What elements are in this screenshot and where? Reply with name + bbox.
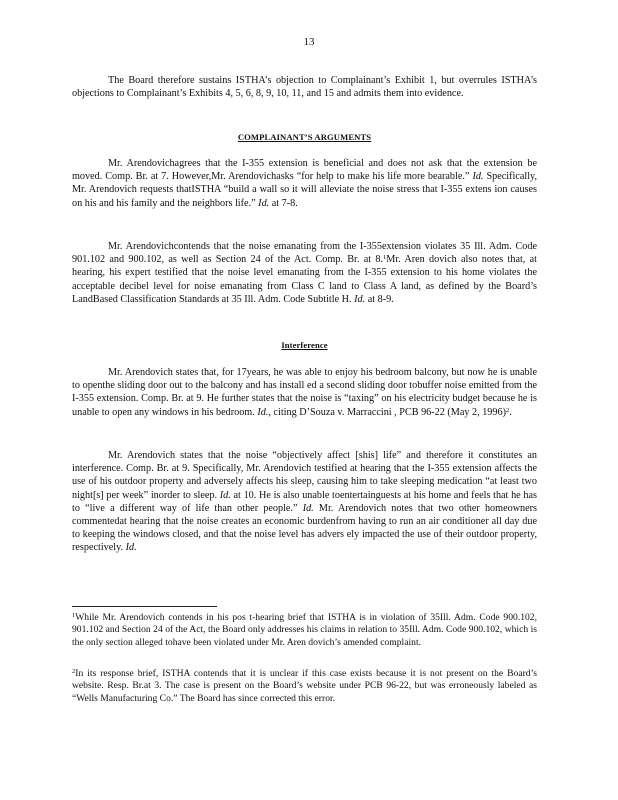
footnote-ref-1: 1 <box>382 254 387 262</box>
paragraph-text: at 10. He is also unable toentertainguests at his home and feels that he has to “live a different way of life than other people.” <box>72 489 537 514</box>
paragraph-text: The Board therefore sustains ISTHA’s objection to Complainant’s Exhibit 1, but overrules ISTHA’s objections to Complainant’s Exhibits 4, 5, 6, 8, 9, 10, 11, and 15 and admits them into evidence. <box>72 75 537 100</box>
paragraph-text: Mr. Arendovich states that the noise “objectively affect [shis] life” and therefore it constitutes an interference. Comp. Br. at 9. Specifically, Mr. Arendovich testified at hearing that the I-355 extension affects the use of his outdoor property and adversely affects his sleep, causing him to take sleeping medication “at least two night[s] per week” inorder to sleep. <box>72 450 537 501</box>
citation-id: Id. <box>219 489 231 501</box>
citation-id: Id. <box>302 502 314 514</box>
section-heading-complainants-arguments: COMPLAINANT’S ARGUMENTS <box>237 132 372 142</box>
paragraph-text: Specifically, Mr. Arendovich requests thatISTHA “build a wall so it will alleviate the noise stress that I-355 extens ion causes on his and his family and the neighbors life.” <box>72 171 538 209</box>
paragraph-text: Mr. Arendovichcontends that the noise emanating from the I-355extension violates 35 Ill. Adm. Code 901.102 and 900.102, as well as Section 24 of the Act. Comp. Br. at 8. <box>72 241 537 266</box>
paragraph-noise-violation <box>72 240 537 306</box>
paragraph-text: Mr. Aren dovich also notes that, at hearing, his expert testified that the noise level emanating from the I-355 extension to his home violates the acceptable decibel level for noise emanating from Class C land to Class A land, as defined by the Board’s LandBased Classification Standards at 35 Ill. Adm. Code Subtitle H. <box>72 254 537 305</box>
footnote-divider <box>72 606 217 607</box>
paragraph-balcony: Mr. Arendovich states that, for 17years, he was able to enjoy his bedroom balcony, but now he is unable to openthe sliding door out to the balcony and has install ed a second sliding door tobuffer noise emitted from the I-355 extension. Comp. Br. at 9. He further states that the noise is “taxing” on his electricity budget because he is unable to open any windows in his bedroom. Id., citing D’Souza v. Marraccini , PCB 96-22 (May 2, 1996)$^2$. <box>72 367 537 418</box>
paragraph-text: at 8-9. <box>367 293 394 305</box>
citation-id: Id. <box>354 293 366 305</box>
footnote-1 <box>72 612 537 649</box>
footnote-ref-2: 2 <box>505 406 510 414</box>
paragraph-text: Mr. Arendovichagrees that the I-355 extension is beneficial and does not ask that the extension be moved. Comp. Br. at 7. However,Mr. Arendovichasks “for help to make his life more bearable.” <box>72 158 537 183</box>
paragraph-exhibit-ruling <box>72 74 537 100</box>
citation-id: Id. <box>125 542 137 554</box>
section-heading-interference: Interference <box>281 340 328 350</box>
paragraph-text: Mr. Arendovich notes that two other homeowners commentedat hearing that the noise creates an economic burdenfrom having to run an air conditioner all day due to keeping the windows closed, and that the noise level has advers ely impacted the use of their outdoor property, respectively. <box>72 502 538 554</box>
citation-id: Id. <box>257 406 269 418</box>
paragraph-text: at 7-8. <box>271 197 298 209</box>
footnote-number: 1 <box>72 612 76 619</box>
citation-id: Id. <box>472 171 484 183</box>
footnote-text: In its response brief, ISTHA contends that it is unclear if this case exists because it is not present on the Board’s website. Resp. Br.at 3. The case is present on the Board’s website under PCB 96-22, but was erroneously labeled as “Wells Manufacturing Co.” The Board has since corrected this error. <box>72 668 537 704</box>
paragraph-text: , citing D’Souza v. Marraccini , PCB 96-22 (May 2, 1996) <box>268 406 506 418</box>
footnote-2 <box>72 668 537 705</box>
citation-id: Id. <box>258 197 270 209</box>
paragraph-wall-request <box>72 157 537 210</box>
page-number: 13 <box>303 36 315 48</box>
paragraph-text: Mr. Arendovich states that, for 17years, he was able to enjoy his bedroom balcony, but now he is unable to openthe sliding door out to the balcony and has install ed a second sliding door tobuffer noise emitted from the I-355 extension. Comp. Br. at 9. He further states that the noise is “taxing” on his electricity budget because he is unable to open any windows in his bedroom. <box>72 367 537 418</box>
footnote-number: 2 <box>72 668 76 675</box>
paragraph-objective-interference <box>72 449 537 555</box>
footnote-text: While Mr. Arendovich contends in his pos t-hearing brief that ISTHA is in violation of 35Ill. Adm. Code 900.102, 901.102 and Section 24 of the Act, the Board only addresses his claims in relation to 35Ill. Adm. Code 900.102, which is the only section alleged tohave been violated under Mr. Aren dovich’s amended complaint. <box>72 612 537 648</box>
